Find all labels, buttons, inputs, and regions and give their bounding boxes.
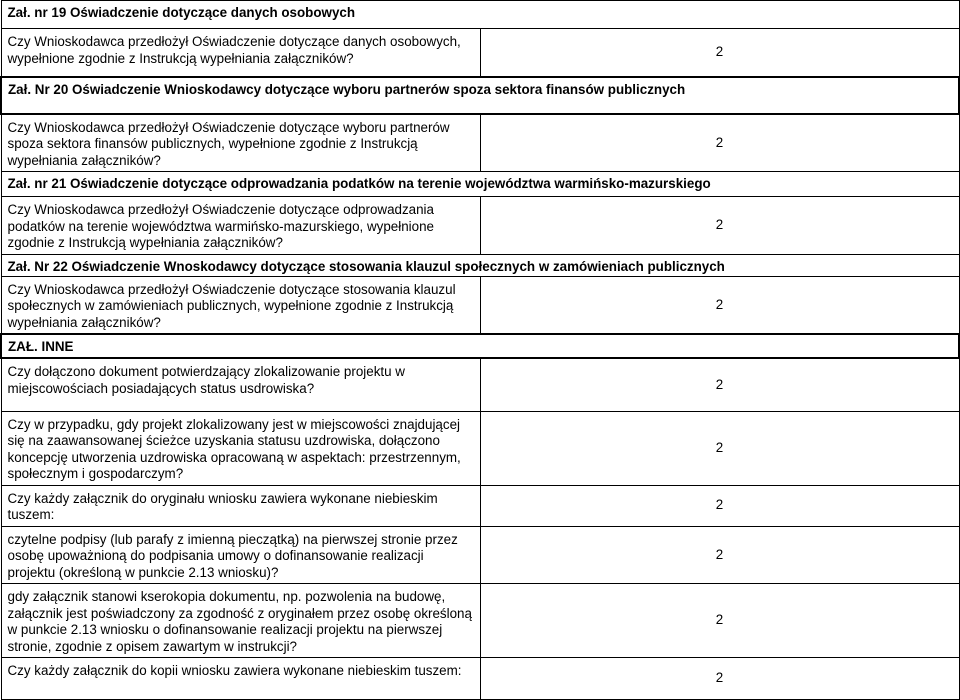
question-text: Czy Wnioskodawca przedłożył Oświadczenie dotyczące wyboru partnerów spoza sektora finansów publicznych, wypełnione zgodnie z Instrukcją wypełniania załączników? (1, 114, 480, 172)
score-value: 2 (480, 276, 959, 334)
question-text: Czy Wnioskodawca przedłożył Oświadczenie dotyczące stosowania klauzul społecznych w zamówieniach publicznych, wypełnione zgodnie z Instrukcją wypełniania załączników? (1, 276, 480, 334)
section-header-row (1, 1, 959, 29)
score-value: 2 (480, 114, 959, 172)
question-row (1, 584, 959, 658)
question-text: gdy załącznik stanowi kserokopia dokumentu, np. pozwolenia na budowę, załącznik jest poświadczony za zgodność z oryginałem przez osobę określoną w punkcie 2.13 wniosku o dofinansowanie realizacji projektu na pierwszej stronie, zgodnie z opisem zawartym w instrukcji? (1, 584, 480, 658)
question-text: Czy Wnioskodawca przedłożył Oświadczenie dotyczące danych osobowych, wypełnione zgodnie z Instrukcją wypełniania załączników? (1, 29, 480, 77)
question-text: Czy każdy załącznik do oryginału wniosku zawiera wykonane niebieskim tuszem: (1, 485, 480, 526)
score-value: 2 (480, 358, 959, 411)
question-row (1, 114, 959, 172)
question-text: Czy w przypadku, gdy projekt zlokalizowany jest w miejscowości znajdującej się na zaawansowanej ścieżce uzyskania statusu uzdrowiska, dołączono koncepcję utworzenia uzdrowiska opracowaną w aspektach: przestrzennym, społecznym i gospodarczym? (1, 411, 480, 485)
score-value: 2 (480, 29, 959, 77)
score-value: 2 (480, 411, 959, 485)
score-value: 2 (480, 197, 959, 255)
question-text: Czy dołączono dokument potwierdzający zlokalizowanie projektu w miejscowościach posiadających status usdrowiska? (1, 358, 480, 411)
score-value: 2 (480, 658, 959, 700)
section-header: ZAŁ. INNE (1, 334, 959, 358)
score-value: 2 (480, 526, 959, 584)
section-header-row (1, 77, 959, 114)
section-header-row (1, 172, 959, 197)
score-value: 2 (480, 485, 959, 526)
question-row (1, 411, 959, 485)
question-row (1, 526, 959, 584)
section-header-row (1, 334, 959, 358)
section-header: Zał. nr 19 Oświadczenie dotyczące danych osobowych (1, 1, 959, 29)
question-row (1, 485, 959, 526)
question-text: Czy każdy załącznik do kopii wniosku zawiera wykonane niebieskim tuszem: (1, 658, 480, 700)
section-header: Zał. Nr 22 Oświadczenie Wnoskodawcy dotyczące stosowania klauzul społecznych w zamówieniach publicznych (1, 254, 959, 276)
question-text: Czy Wnioskodawca przedłożył Oświadczenie dotyczące odprowadzania podatków na terenie województwa warmińsko-mazurskiego, wypełnione zgodnie z Instrukcją wypełniania załączników? (1, 197, 480, 255)
section-header: Zał. nr 21 Oświadczenie dotyczące odprowadzania podatków na terenie województwa warmińsko-mazurskiego (1, 172, 959, 197)
section-header-row (1, 254, 959, 276)
score-value: 2 (480, 584, 959, 658)
question-row (1, 29, 959, 77)
question-row (1, 276, 959, 334)
question-text: czytelne podpisy (lub parafy z imienną pieczątką) na pierwszej stronie przez osobę upoważnioną do podpisania umowy o dofinansowanie realizacji projektu (określoną w punkcie 2.13 wniosku)? (1, 526, 480, 584)
section-header: Zał. Nr 20 Oświadczenie Wnioskodawcy dotyczące wyboru partnerów spoza sektora finansów publicznych (1, 77, 959, 114)
question-row (1, 658, 959, 700)
assessment-table-body (1, 1, 959, 700)
question-row (1, 358, 959, 411)
question-row (1, 197, 959, 255)
